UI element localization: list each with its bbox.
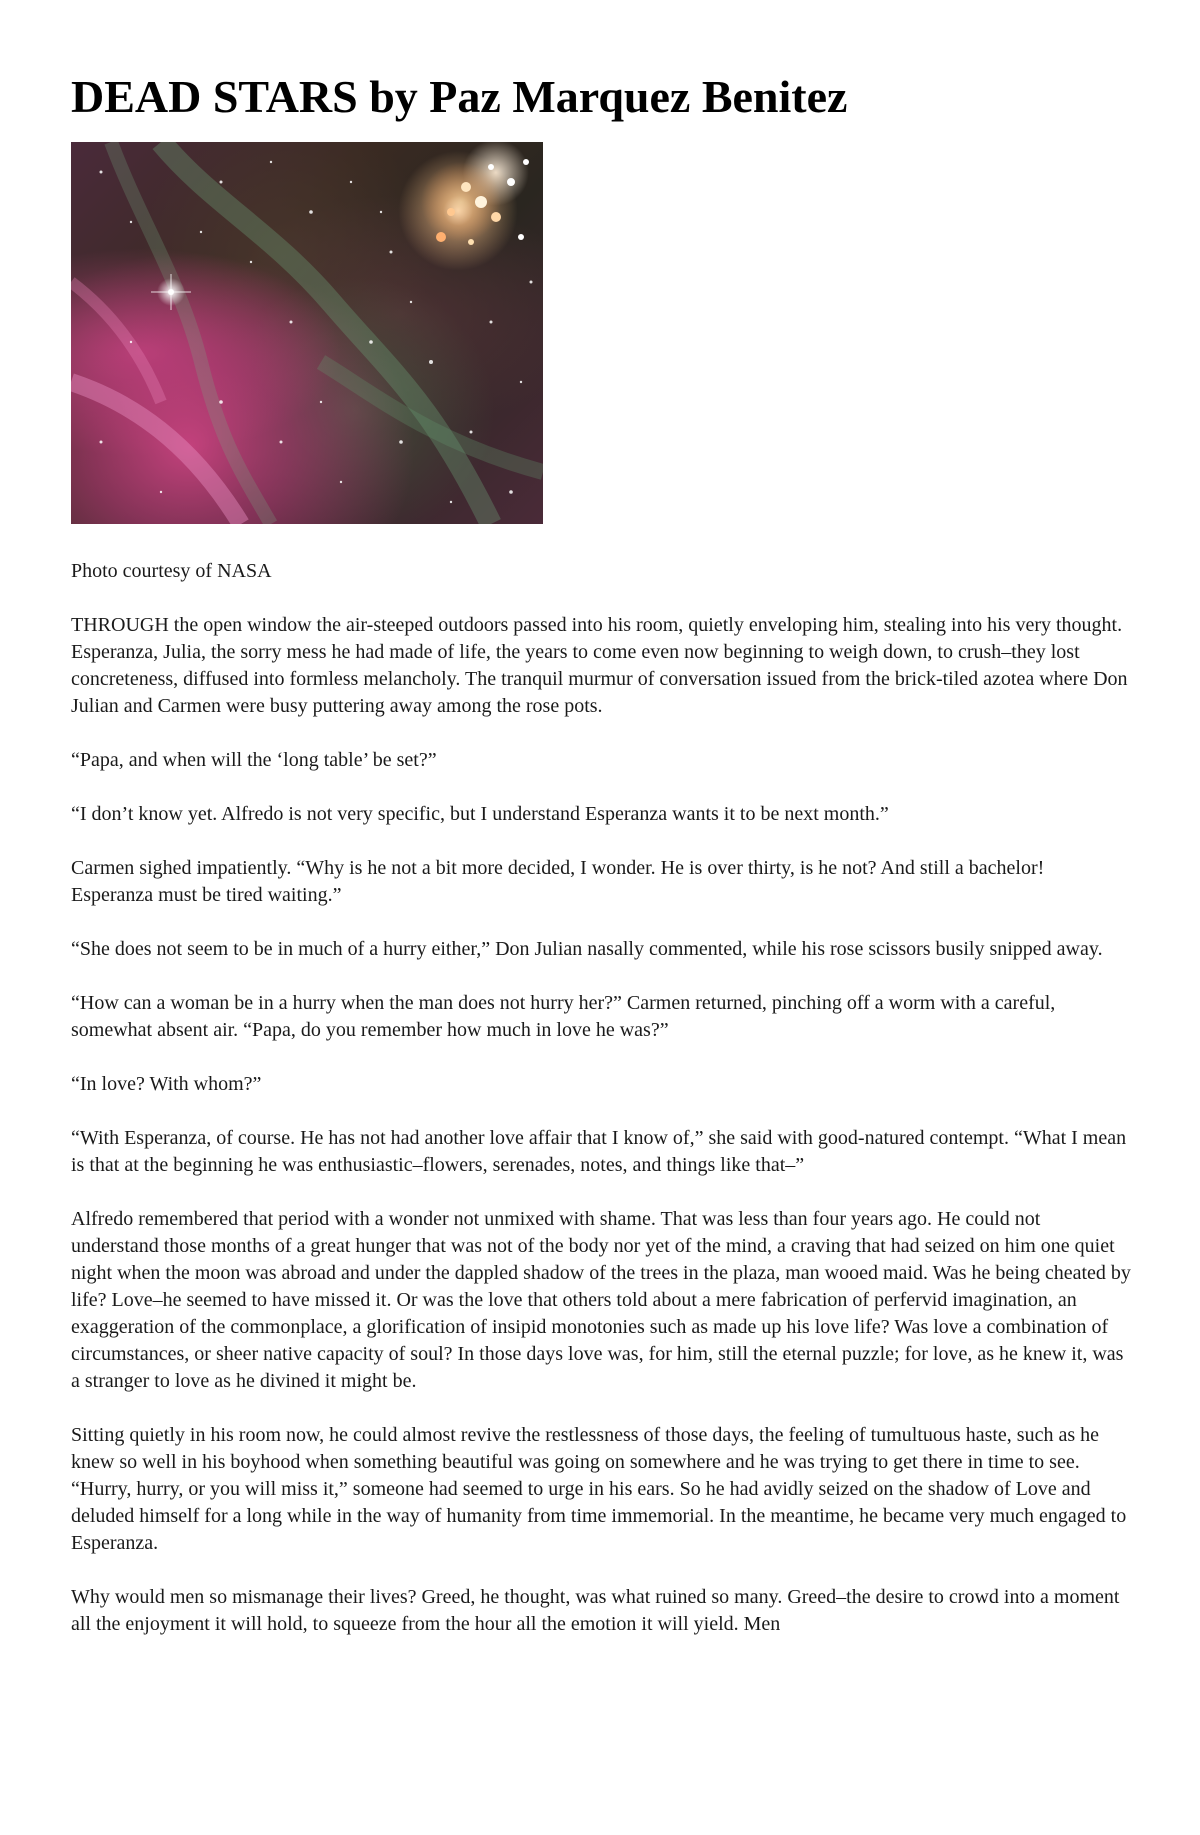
paragraph: Why would men so mismanage their lives? Greed, he thought, was what ruined so many. Greed–the desire to crowd into a moment all the enjoyment it will hold, to squeeze from the hour all the emotion it will yield. Men bbox=[71, 1586, 1120, 1635]
paragraph: “In love? With whom?” bbox=[71, 1073, 262, 1095]
paragraph: “Papa, and when will the ‘long table’ be set?” bbox=[71, 749, 437, 771]
paragraph: Carmen sighed impatiently. “Why is he not a bit more decided, I wonder. He is over thirty, is he not? And still a bachelor! Esperanza must be tired waiting.” bbox=[71, 857, 1045, 906]
starfield-image bbox=[71, 142, 543, 524]
paragraph: “How can a woman be in a hurry when the man does not hurry her?” Carmen returned, pinching off a worm with a careful, somewhat absent air. “Papa, do you remember how much in love he was?” bbox=[71, 992, 1056, 1041]
story-body bbox=[71, 612, 1131, 1638]
paragraph: Alfredo remembered that period with a wonder not unmixed with shame. That was less than four years ago. He could not understand those months of a great hunger that was not of the body nor yet of the mind, a craving that had seized on him one quiet night when the moon was abroad and under the dappled shadow of the trees in the plaza, man wooed maid. Was he being cheated by life? Love–he seemed to have missed it. Or was the love that others told about a mere fabrication of perfervid imagination, an exaggeration of the commonplace, a glorification of insipid monotonies such as made up his love life? Was love a combination of circumstances, or sheer native capacity of soul? In those days love was, for him, still the eternal puzzle; for love, as he knew it, was a stranger to love as he divined it might be. bbox=[71, 1208, 1131, 1392]
paragraph: Sitting quietly in his room now, he could almost revive the restlessness of those days, the feeling of tumultuous haste, such as he knew so well in his boyhood when something beautiful was going on somewhere and he was trying to get there in time to see. “Hurry, hurry, or you will miss it,” someone had seemed to urge in his ears. So he had avidly seized on the shadow of Love and deluded himself for a long while in the way of humanity from time immemorial. In the meantime, he became very much engaged to Esperanza. bbox=[71, 1424, 1127, 1554]
photo-caption: Photo courtesy of NASA bbox=[71, 560, 272, 582]
paragraph: THROUGH the open window the air-steeped outdoors passed into his room, quietly enveloping him, stealing into his very thought. Esperanza, Julia, the sorry mess he had made of life, the years to come even now beginning to weigh down, to crush–they lost concreteness, diffused into formless melancholy. The tranquil murmur of conversation issued from the brick-tiled azotea where Don Julian and Carmen were busy puttering away among the rose pots. bbox=[71, 614, 1128, 717]
document-page bbox=[71, 70, 1131, 1665]
nebula-photo bbox=[71, 142, 543, 524]
document-title: DEAD STARS by Paz Marquez Benitez bbox=[71, 71, 848, 122]
paragraph: “She does not seem to be in much of a hurry either,” Don Julian nasally commented, while his rose scissors busily snipped away. bbox=[71, 938, 1103, 960]
paragraph: “I don’t know yet. Alfredo is not very specific, but I understand Esperanza wants it to be next month.” bbox=[71, 803, 889, 825]
paragraph: “With Esperanza, of course. He has not had another love affair that I know of,” she said with good-natured contempt. “What I mean is that at the beginning he was enthusiastic–flowers, serenades, notes, and things like that–” bbox=[71, 1127, 1127, 1176]
